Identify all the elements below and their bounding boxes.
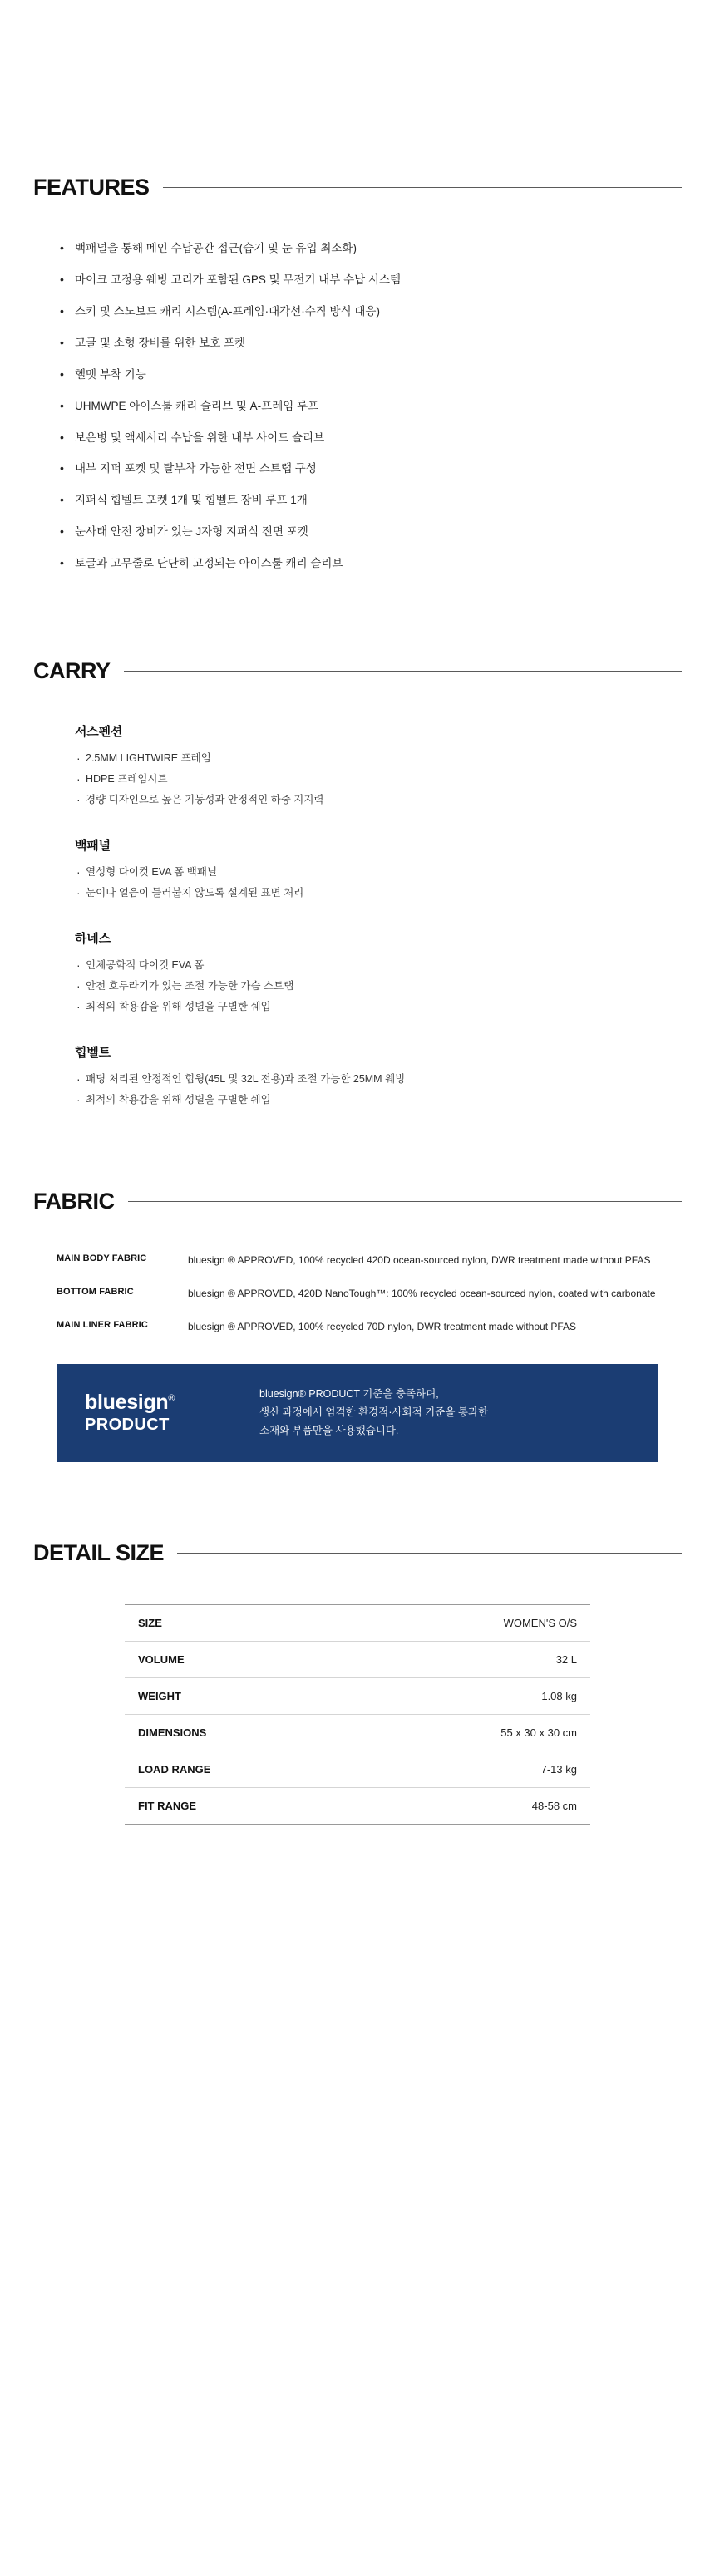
table-row (125, 1604, 590, 1641)
carry-block-harness (75, 929, 682, 1015)
table-row (125, 1751, 590, 1787)
list-item: · 최적의 착용감을 위해 성별을 구별한 쉐입 (75, 1091, 682, 1108)
carry-block-title: 힙벨트 (75, 1046, 111, 1061)
bluesign-line-1: bluesign® PRODUCT 기준을 충족하며, (259, 1388, 439, 1401)
row-label: VOLUME (138, 1652, 185, 1666)
detail-size-heading (33, 1540, 682, 1566)
section-title: CARRY (33, 658, 111, 684)
carry-block-list (75, 1071, 682, 1108)
registered-mark-icon: ® (168, 1393, 175, 1404)
bluesign-product-label: PRODUCT (85, 1416, 170, 1435)
list-item: · 2.5MM LIGHTWIRE 프레임 (75, 750, 682, 766)
list-item: • 스키 및 스노보드 캐리 시스템(A-프레임·대각선·수직 방식 대응) (57, 303, 682, 321)
section-title: DETAIL SIZE (33, 1539, 165, 1565)
carry-block-title: 하네스 (75, 932, 111, 947)
carry-block-backpanel (75, 836, 682, 901)
carry-block-suspension (75, 722, 682, 808)
section-title: FEATURES (33, 175, 150, 199)
list-item: • 보온병 및 액세서리 수납을 위한 내부 사이드 슬리브 (57, 430, 682, 447)
list-item: · 최적의 착용감을 위해 성별을 구별한 쉐입 (75, 998, 682, 1015)
list-item: · 인체공학적 다이컷 EVA 폼 (75, 957, 682, 973)
table-row (125, 1787, 590, 1824)
column-header-size: SIZE (138, 1616, 162, 1629)
bluesign-line-2: 생산 과정에서 엄격한 환경적·사회적 기준을 통과한 (259, 1406, 489, 1419)
fabric-label: BOTTOM FABRIC (57, 1287, 134, 1298)
list-item: • UHMWPE 아이스툴 캐리 슬리브 및 A-프레임 루프 (57, 398, 682, 416)
table-row (125, 1677, 590, 1714)
row-label: LOAD RANGE (138, 1762, 211, 1776)
fabric-row (57, 1319, 665, 1334)
section-title: FABRIC (33, 1189, 115, 1214)
carry-section (33, 587, 682, 1108)
list-item: • 내부 지퍼 포켓 및 탈부착 가능한 전면 스트랩 구성 (57, 461, 682, 478)
row-value: 55 x 30 x 30 cm (500, 1726, 577, 1739)
features-body (33, 240, 682, 573)
features-heading (33, 175, 682, 200)
bluesign-description (259, 1386, 630, 1441)
fabric-heading (33, 1189, 682, 1214)
feature-list (57, 240, 682, 573)
list-item: · 열성형 다이컷 EVA 폼 백패널 (75, 864, 682, 880)
size-table (125, 1604, 590, 1825)
features-section (33, 0, 682, 573)
list-item: · 패딩 처리된 안정적인 힙윙(45L 및 32L 전용)과 조절 가능한 25MM 웨빙 (75, 1071, 682, 1087)
fabric-label: MAIN BODY FABRIC (57, 1254, 147, 1264)
bluesign-line-3: 소재와 부품만을 사용했습니다. (259, 1424, 399, 1436)
row-value: 7-13 kg (540, 1762, 577, 1776)
row-value: 32 L (555, 1652, 577, 1666)
fabric-label: MAIN LINER FABRIC (57, 1320, 148, 1331)
list-item: · 경량 디자인으로 높은 기동성과 안정적인 하중 지지력 (75, 791, 682, 808)
fabric-spec-list (33, 1253, 682, 1334)
detail-size-section (33, 1462, 682, 1924)
row-label: WEIGHT (138, 1689, 181, 1702)
row-label: FIT RANGE (138, 1799, 197, 1812)
column-header-value: WOMEN'S O/S (503, 1616, 577, 1629)
carry-body (33, 684, 682, 1108)
list-item: · 안전 호루라기가 있는 조절 가능한 가슴 스트랩 (75, 978, 682, 994)
list-item: • 토글과 고무줄로 단단히 고정되는 아이스툴 캐리 슬리브 (57, 555, 682, 573)
heading-rule (163, 187, 682, 188)
carry-block-title: 백패널 (75, 839, 111, 854)
carry-block-list (75, 864, 682, 901)
carry-block-list (75, 957, 682, 1015)
carry-block-hipbelt (75, 1043, 682, 1108)
fabric-row (57, 1286, 665, 1301)
bluesign-word-text: bluesign (85, 1390, 169, 1414)
bluesign-banner (57, 1364, 658, 1462)
list-item: • 백패널을 통해 메인 수납공간 접근(습기 및 눈 유입 최소화) (57, 240, 682, 258)
table-row (125, 1641, 590, 1677)
list-item: · 눈이나 얼음이 들러붙지 않도록 설계된 표면 처리 (75, 884, 682, 901)
fabric-section (33, 1112, 682, 1462)
bluesign-wordmark (85, 1391, 244, 1415)
list-item: • 눈사태 안전 장비가 있는 J자형 지퍼식 전면 포켓 (57, 524, 682, 541)
carry-block-title: 서스펜션 (75, 725, 123, 740)
list-item: · HDPE 프레임시트 (75, 771, 682, 787)
row-value: 1.08 kg (541, 1689, 577, 1702)
fabric-row (57, 1253, 665, 1268)
list-item: • 고글 및 소형 장비를 위한 보호 포켓 (57, 335, 682, 352)
carry-heading (33, 658, 682, 684)
heading-rule (177, 1553, 682, 1554)
row-label: DIMENSIONS (138, 1726, 207, 1739)
bluesign-logo (85, 1391, 259, 1436)
list-item: • 마이크 고정용 웨빙 고리가 포함된 GPS 및 무전기 내부 수납 시스템 (57, 272, 682, 289)
fabric-value: bluesign ® APPROVED, 420D NanoTough™: 100% recycled ocean-sourced nylon, coated with carbonate (188, 1288, 656, 1300)
list-item: • 헬멧 부착 기능 (57, 367, 682, 384)
heading-rule (124, 671, 682, 672)
table-row (125, 1714, 590, 1751)
row-value: 48-58 cm (531, 1799, 577, 1812)
heading-rule (128, 1201, 683, 1202)
list-item: • 지퍼식 힙벨트 포켓 1개 및 힙벨트 장비 루프 1개 (57, 492, 682, 510)
carry-block-list (75, 750, 682, 808)
fabric-value: bluesign ® APPROVED, 100% recycled 420D ocean-sourced nylon, DWR treatment made without PFAS (188, 1254, 651, 1267)
fabric-value: bluesign ® APPROVED, 100% recycled 70D nylon, DWR treatment made without PFAS (188, 1321, 577, 1333)
